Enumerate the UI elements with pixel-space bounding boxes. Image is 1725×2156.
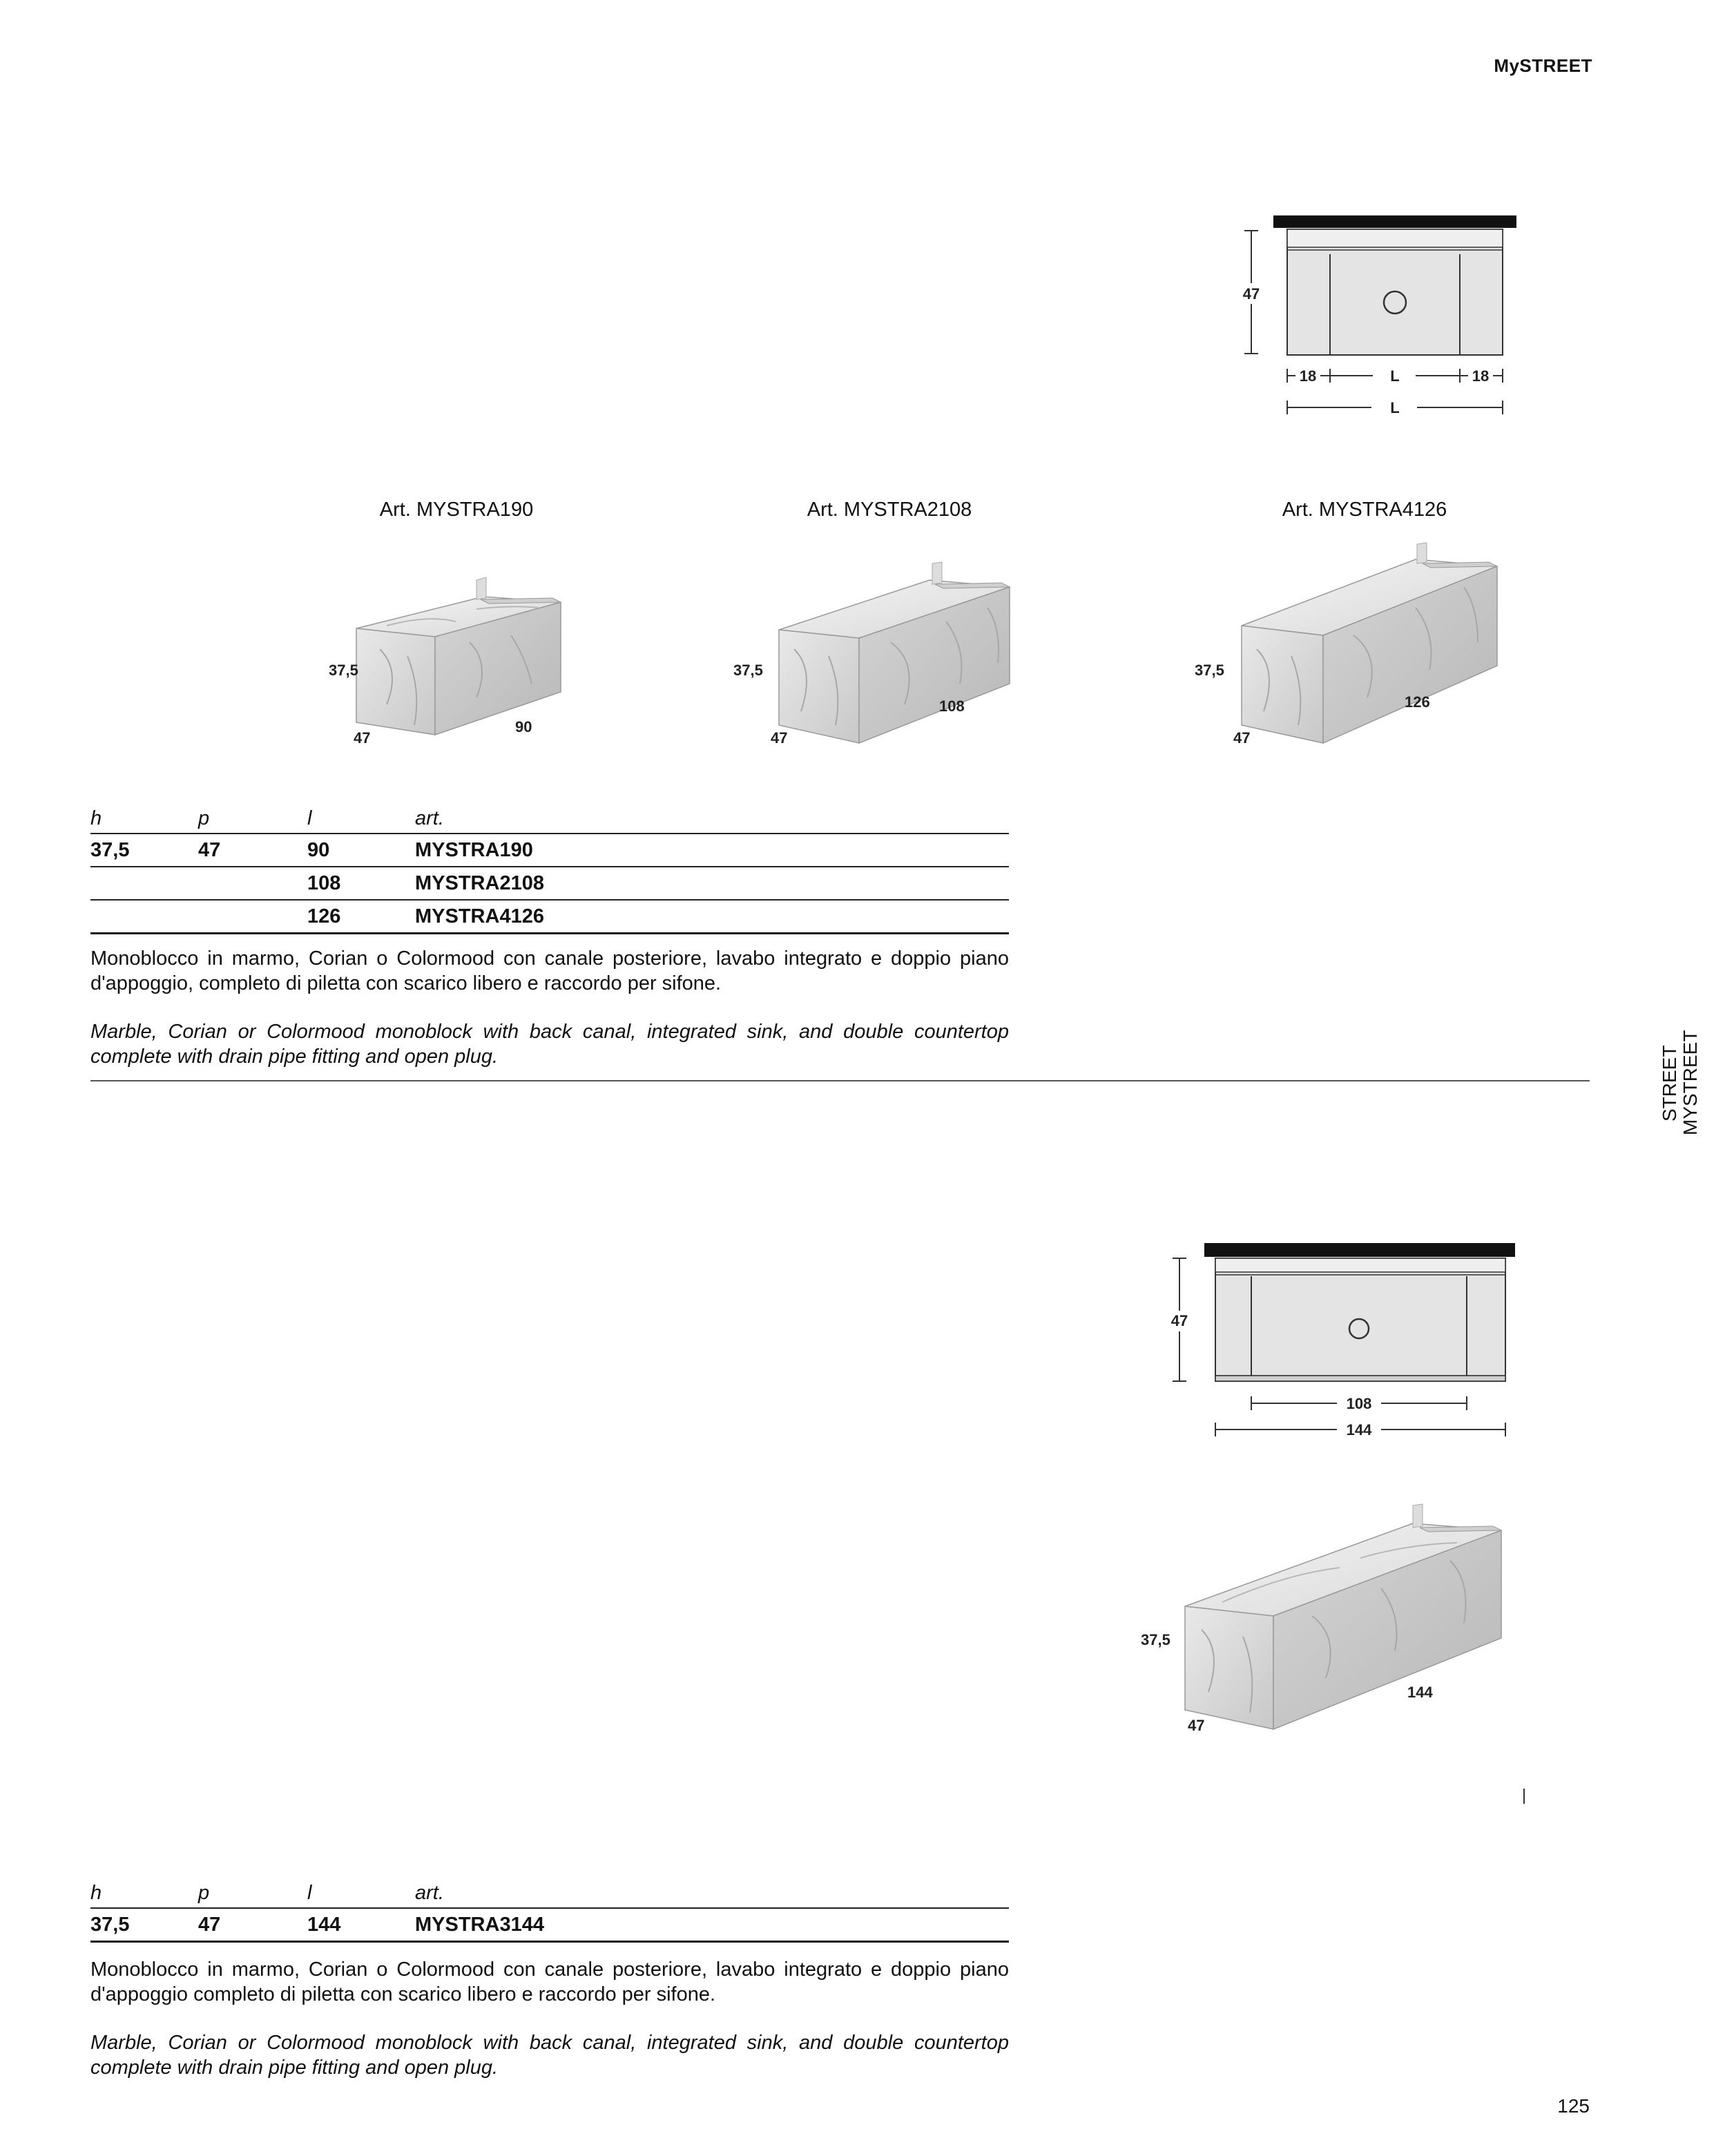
table-row [90,834,1009,867]
product1-depth-label: 47 [354,729,371,747]
cell-h: 37,5 [90,834,198,867]
product2-length-label: 108 [939,697,965,715]
page-number: 125 [1557,2095,1590,2117]
product2-height-label: 37,5 [733,662,763,679]
table-row [90,900,1009,934]
product1-height-label: 37,5 [329,662,358,679]
cell-art: MYSTRA4126 [415,900,1009,934]
side-tab-mystreet: MYSTREET [1679,1030,1701,1135]
col-p-header: p [198,800,307,834]
back-canal [1287,229,1503,247]
cell-h: 37,5 [90,1908,198,1942]
cell-p: 47 [198,834,307,867]
plan1-center-label: L [1390,367,1400,385]
description-italian-2: Monoblocco in marmo, Corian o Colormood con canale posteriore, lavabo integrato e doppio piano d'appoggio completo di piletta con scarico libero e raccordo per sifone. [90,1958,1009,2005]
product-caption-3: Art. MYSTRA4126 [1282,499,1447,521]
plan1-right-offset: 18 [1472,367,1490,385]
cell-art: MYSTRA3144 [415,1908,1009,1942]
brand-header: MySTREET [1494,55,1592,76]
description-italian-1: Monoblocco in marmo, Corian o Colormood con canale posteriore, lavabo integrato e doppio piano d'appoggio, completo di piletta con scarico libero e raccordo per sifone. [90,947,1009,994]
product-caption-1: Art. MYSTRA190 [379,499,534,521]
cell-l: 90 [307,834,415,867]
cell-h [90,900,198,934]
description-english-2: Marble, Corian or Colormood monoblock with back canal, integrated sink, and double countertop complete with drain pipe fitting and open plug. [90,2032,1009,2079]
cell-p [198,900,307,934]
description-english-1: Marble, Corian or Colormood monoblock with back canal, integrated sink, and double countertop complete with drain pipe fitting and open plug. [90,1021,1009,1068]
product3-length-label: 126 [1405,693,1430,711]
cell-art: MYSTRA190 [415,834,1009,867]
countertop-bar [1204,1243,1515,1257]
product3-height-label: 37,5 [1195,662,1224,679]
product1-length-label: 90 [515,718,532,735]
plan1-total-label: L [1390,399,1400,416]
col-art-header: art. [415,1874,1009,1908]
side-tab-street: STREET [1659,1045,1680,1122]
product4-height-label: 37,5 [1141,1631,1170,1648]
col-h-header: h [90,1874,198,1908]
table-header-row [90,1874,1009,1908]
product-render-1 [304,559,594,760]
product4-length-label: 144 [1407,1684,1433,1701]
cell-h [90,867,198,900]
col-l-header: l [307,800,415,834]
plan-diagram-1 [1229,207,1533,428]
col-p-header: p [198,1874,307,1908]
product4-depth-label: 47 [1188,1717,1205,1734]
plan-diagram-2 [1160,1236,1519,1443]
plan2-total-label: 144 [1346,1421,1372,1438]
cell-p [198,867,307,900]
product-render-4 [1133,1492,1519,1740]
countertop-bar [1273,215,1516,228]
col-art-header: art. [415,800,1009,834]
side-tab [1649,1030,1725,1160]
col-h-header: h [90,800,198,834]
col-l-header: l [307,1874,415,1908]
plan1-left-offset: 18 [1299,367,1317,385]
spec-table-1 [90,800,1009,934]
cell-art: MYSTRA2108 [415,867,1009,900]
margin-tick [1523,1789,1525,1804]
cell-l: 108 [307,867,415,900]
product-render-3 [1188,539,1505,753]
back-canal [1215,1258,1505,1272]
product3-depth-label: 47 [1233,729,1251,747]
product2-depth-label: 47 [771,729,788,747]
product-caption-2: Art. MYSTRA2108 [807,499,972,521]
plan2-inner-label: 108 [1346,1395,1372,1412]
plan2-depth-label: 47 [1170,1312,1188,1329]
spec-table-2 [90,1874,1009,1943]
table-header-row [90,800,1009,834]
cell-l: 126 [307,900,415,934]
cell-p: 47 [198,1908,307,1942]
product-render-2 [725,552,1029,753]
plan1-depth-label: 47 [1242,285,1260,302]
table-row [90,1908,1009,1942]
section-divider [90,1080,1590,1081]
table-row [90,867,1009,900]
cell-l: 144 [307,1908,415,1942]
